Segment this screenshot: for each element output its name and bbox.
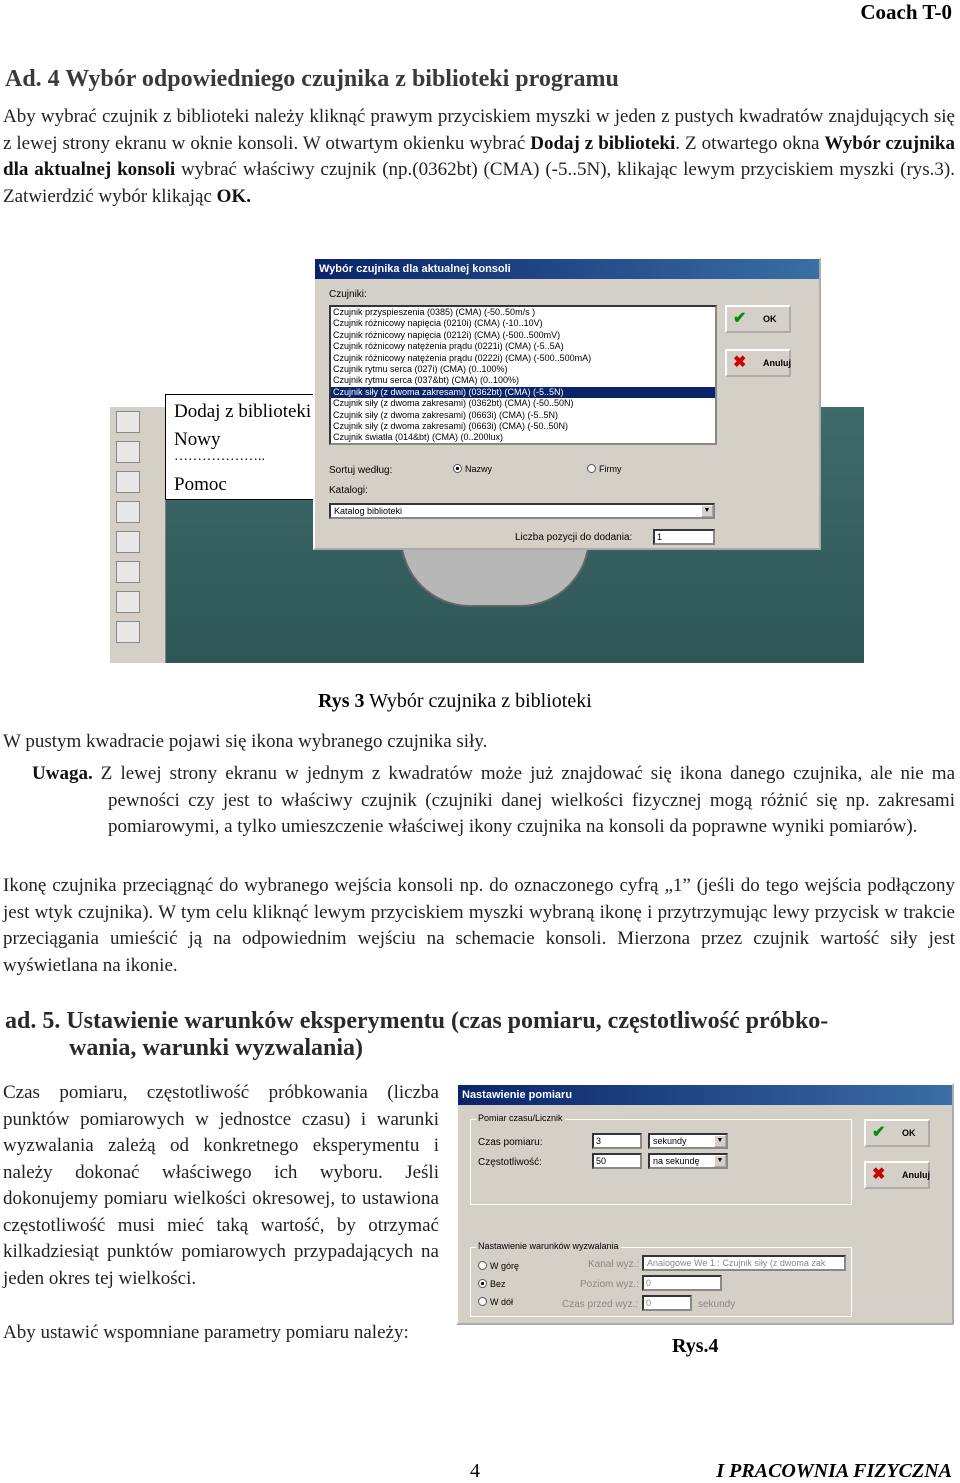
- level-input[interactable]: 0: [642, 1275, 722, 1291]
- sensor-slot-icon[interactable]: [116, 501, 140, 523]
- section-5-text-2: Aby ustawić wspomniane parametry pomiaru należy:: [3, 1322, 409, 1343]
- catalog-value: Katalog biblioteki: [334, 506, 403, 516]
- menu-item-help[interactable]: Pomoc: [174, 474, 227, 495]
- header-title: Coach T-0: [860, 0, 952, 24]
- ok-button-4[interactable]: [864, 1119, 930, 1147]
- sort-option-company: Firmy: [599, 464, 622, 474]
- section-5-text: Czas pomiaru, częstotliwość próbkowania (liczba punktów pomiarowych w jednostce czasu) i warunki wyzwalania zależą od konkretnego eksperymentu i należy dokonać właściwego ich wyboru. Jeśli dokonujemy pomiaru wielkości okresowej, to ustawiona częstotliwość musi mieć taką wartość, by otrzymać kilkadziesiąt punktów pomiarowych przypadających na jeden okres tej wielkości.: [3, 1082, 439, 1289]
- channel-label: Kanał wyz.:: [588, 1259, 640, 1270]
- note-text: Z lewej strony ekranu w jednym z kwadratów może już znajdować się ikona danego czujnika, ale nie ma pewności czy jest to właściwy czujnik (czujniki danej wielkości fizycznej mogą różnić się np. zakresami pomiarowymi, a tylko umieszczenie właściwej ikony czujnika na konsoli da poprawne wyniki pomiarów).: [92, 763, 955, 837]
- menu-item-new[interactable]: Nowy: [174, 429, 221, 450]
- frequency-input[interactable]: 50: [592, 1153, 642, 1169]
- sensor-list-item[interactable]: Czujnik przyspieszenia (0385) (CMA) (-50..50m/s ): [333, 307, 536, 317]
- sensor-list-item[interactable]: Czujnik różnicowy napięcia (0210i) (CMA) (-10..10V): [333, 318, 543, 329]
- sensor-list-item[interactable]: Czujnik siły (z dwoma zakresami) (0663i) (CMA) (-50..50N): [333, 420, 569, 431]
- section-5-heading-line2: wania, warunki wyzwalania): [69, 1035, 364, 1061]
- time-unit-value: sekundy: [653, 1136, 687, 1146]
- sensor-list-item[interactable]: Czujnik rytmu serca (037&bt) (CMA) (0..100%): [333, 375, 520, 386]
- section-5-heading-line1: ad. 5. Ustawienie warunków eksperymentu (czas pomiaru, częstotliwość próbko-: [5, 1008, 829, 1034]
- sensor-list-item[interactable]: Czujnik różnicowy natężenia prądu (0222i) (CMA) (-500..500mA): [333, 352, 592, 363]
- note-paragraph: [3, 761, 955, 841]
- sensor-list-item[interactable]: Czujnik siły (z dwoma zakresami) (0663i) (CMA) (-5..5N): [333, 409, 559, 420]
- sensor-selection-dialog: [313, 257, 821, 550]
- context-menu: [165, 394, 315, 500]
- sensor-list-item[interactable]: Czujnik rytmu serca (027i) (CMA) (0..100%): [333, 363, 508, 374]
- sensor-list-item[interactable]: Czujnik siły (z dwoma zakresami) (0362bt) (CMA) (-50..50N): [333, 398, 574, 409]
- time-input[interactable]: 3: [592, 1133, 642, 1149]
- cancel-label: Anuluj: [763, 358, 791, 368]
- menu-item-add-from-library[interactable]: Dodaj z biblioteki: [174, 401, 312, 422]
- section-5-heading: [5, 1008, 955, 1062]
- sensor-slot-icon[interactable]: [116, 411, 140, 433]
- catalog-dropdown[interactable]: [329, 503, 715, 519]
- sensor-list-item[interactable]: Czujnik światła (014&bt) (CMA) (0..200lux): [333, 432, 504, 443]
- trigger-none-radio[interactable]: [478, 1279, 506, 1289]
- frequency-unit-value: na sekundę: [653, 1156, 700, 1166]
- result-line: W pustym kwadracie pojawi się ikona wybranego czujnika siły.: [3, 731, 488, 752]
- cross-icon: ✖: [872, 1166, 886, 1183]
- sensor-slot-icon[interactable]: [116, 621, 140, 643]
- cancel-button-4[interactable]: [864, 1161, 930, 1189]
- trigger-none-label: Bez: [490, 1279, 506, 1289]
- time-group-label: Pomiar czasu/Licznik: [478, 1113, 563, 1123]
- trigger-down-radio[interactable]: [478, 1297, 513, 1307]
- pretrigger-input[interactable]: 0: [642, 1295, 692, 1311]
- p1-bold-add-from-library: Dodaj z biblioteki: [530, 132, 676, 154]
- p1-text-d: wybrać właściwy czujnik (np.(0362bt) (CMA) (-5..5N), klikając lewym przyciskiem myszki (rys.3). Zatwierdzić wybór klikając: [3, 159, 956, 207]
- frequency-unit-dropdown[interactable]: [648, 1153, 728, 1169]
- sort-label: Sortuj według:: [329, 465, 393, 476]
- dialog-4-title: Nastawienie pomiaru: [458, 1085, 952, 1105]
- trigger-up-label: W górę: [490, 1261, 520, 1271]
- pretrigger-label: Czas przed wyz.:: [562, 1299, 639, 1310]
- ok-label: OK: [763, 314, 777, 324]
- section-4-paragraph: [3, 104, 955, 210]
- sort-by-name-radio[interactable]: [453, 464, 492, 474]
- level-label: Poziom wyz.:: [580, 1279, 639, 1290]
- sensor-slot-icon[interactable]: [116, 561, 140, 583]
- sensor-slot-icon[interactable]: [116, 591, 140, 613]
- sensor-list-item[interactable]: Czujnik różnicowy napięcia (0212i) (CMA) (-500..500mV): [333, 329, 561, 340]
- figure-3-caption: [318, 690, 592, 713]
- time-unit-dropdown[interactable]: [648, 1133, 728, 1149]
- caption-3-text: Wybór czujnika z biblioteki: [364, 690, 592, 712]
- sensors-label: Czujniki:: [329, 289, 367, 300]
- trigger-down-label: W dół: [490, 1297, 514, 1307]
- ok-label-4: OK: [902, 1128, 916, 1138]
- count-input[interactable]: 1: [653, 529, 715, 545]
- drag-instructions: Ikonę czujnika przeciągnąć do wybranego wejścia konsoli np. do oznaczonego cyfrą „1” (jeśli do tego wejścia podłączony jest wtyk czujnika). W tym celu kliknąć lewym przyciskiem myszki wybraną ikonę i przytrzymując lewy przycisk w trakcie przeciągania umieścić ją na odpowiednim wejściu na schemacie konsoli. Mierzona przez czujnik wartość siły jest wyświetlana na ikonie.: [3, 875, 955, 976]
- pretrigger-unit: sekundy: [698, 1299, 736, 1310]
- cross-icon: ✖: [733, 354, 747, 371]
- page-number: 4: [470, 1460, 480, 1482]
- sort-by-company-radio[interactable]: [587, 464, 622, 474]
- sensor-list-item[interactable]: Czujnik siły (z dwoma zakresami) (0362bt) (CMA) (-5..5N): [331, 387, 715, 398]
- ok-button[interactable]: [725, 305, 791, 333]
- checkmark-icon: ✔: [733, 310, 747, 327]
- trigger-group-label: Nastawienie warunków wyzwalania: [478, 1241, 619, 1251]
- cancel-button[interactable]: [725, 349, 791, 377]
- sort-option-name: Nazwy: [465, 464, 493, 474]
- count-label: Liczba pozycji do dodania:: [515, 532, 633, 543]
- dialog-title: Wybór czujnika dla aktualnej konsoli: [315, 259, 819, 279]
- time-label: Czas pomiaru:: [478, 1137, 543, 1148]
- catalogs-label: Katalogi:: [329, 485, 368, 496]
- chevron-down-icon: ▼: [714, 1155, 726, 1167]
- menu-separator: ………………..: [174, 449, 265, 464]
- frequency-label: Częstotliwość:: [478, 1157, 542, 1168]
- note-label: Uwaga.: [32, 763, 93, 784]
- chevron-down-icon: ▼: [701, 505, 713, 517]
- checkmark-icon: ✔: [872, 1124, 886, 1141]
- channel-value: Analogowe We 1 : Czujnik siły (z dwoma zak: [647, 1258, 826, 1268]
- caption-3-label: Rys 3: [318, 690, 365, 712]
- trigger-up-radio[interactable]: [478, 1261, 519, 1271]
- sensor-slot-icon[interactable]: [116, 441, 140, 463]
- sensor-slot-icon[interactable]: [116, 471, 140, 493]
- section-4-heading: Ad. 4 Wybór odpowiedniego czujnika z biblioteki programu: [5, 66, 619, 92]
- p1-bold-dialog-name: Wybór czujnika dla aktualnej konsoli: [3, 132, 955, 180]
- chevron-down-icon: ▼: [714, 1135, 726, 1147]
- p1-bold-ok: OK.: [216, 185, 251, 207]
- channel-dropdown[interactable]: [642, 1255, 846, 1271]
- figure-4-caption: Rys.4: [672, 1335, 719, 1357]
- sensor-list-item[interactable]: Czujnik różnicowy natężenia prądu (0221i) (CMA) (-5..5A): [333, 341, 564, 352]
- sensor-slot-icon[interactable]: [116, 531, 140, 553]
- p1-text-a: Aby wybrać czujnik z biblioteki należy kliknąć prawym przyciskiem myszki w jeden z pustych kwadratów znajdujących się z lewej strony ekranu w oknie konsoli. W otwartym okienku wybrać: [3, 106, 955, 154]
- measurement-settings-dialog: [456, 1083, 954, 1325]
- footer-title: I PRACOWNIA FIZYCZNA: [716, 1460, 952, 1482]
- sensors-listbox[interactable]: [329, 305, 717, 445]
- sensor-toolbar: [110, 407, 166, 663]
- p1-text-c: . Z otwartego okna: [675, 132, 825, 154]
- cancel-label-4: Anuluj: [902, 1170, 930, 1180]
